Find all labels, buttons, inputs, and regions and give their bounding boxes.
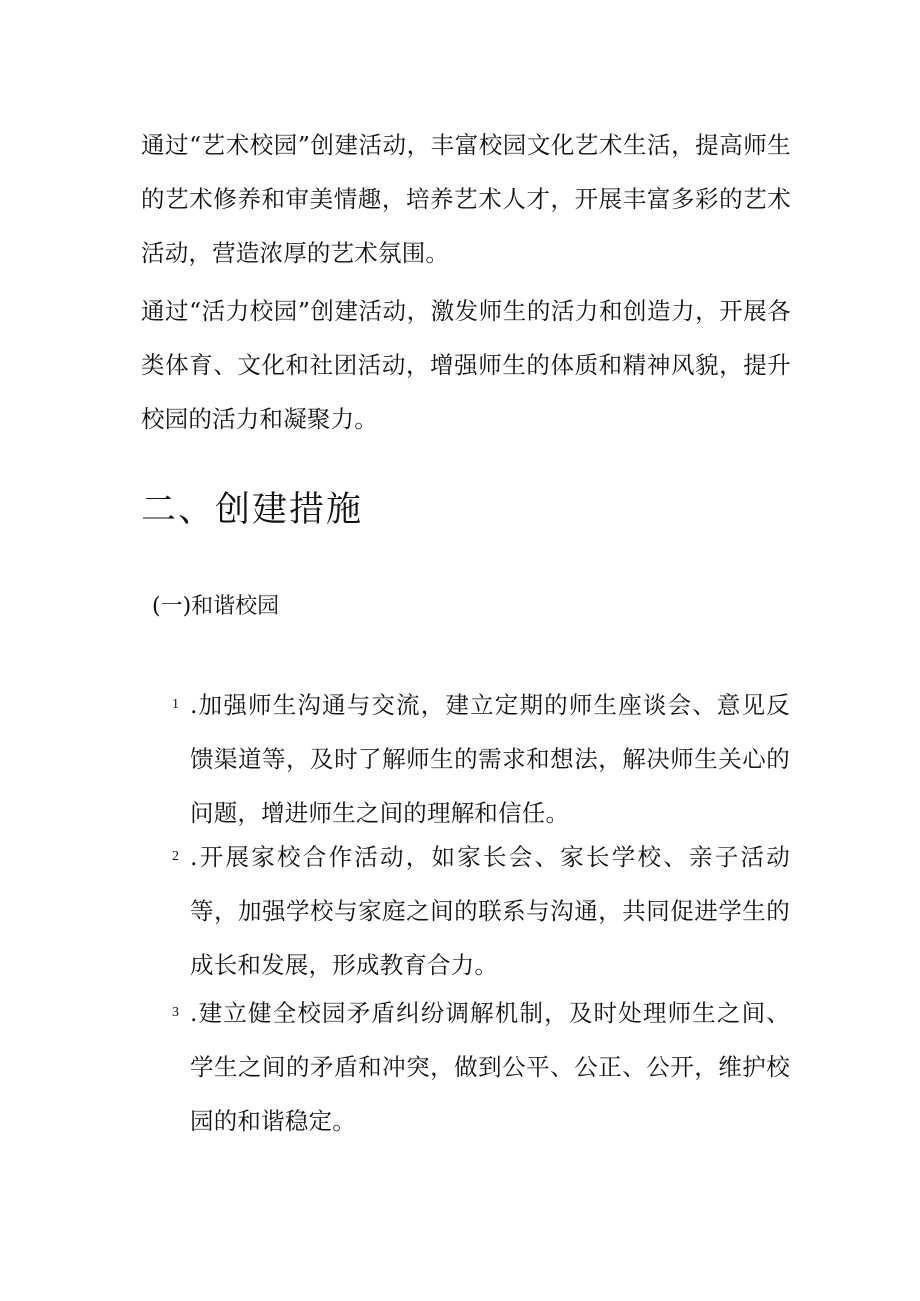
paragraph-art-campus: 通过“艺术校园”创建活动，丰富校园文化艺术生活，提高师生的艺术修养和审美情趣，培养艺术人才，开展丰富多彩的艺术活动，营造浓厚的艺术氛围。	[141, 131, 791, 267]
subsection-heading: (一)和谐校园	[152, 594, 280, 619]
list-item-text: .建立健全校园矛盾纠纷调解机制，及时处理师生之间、学生之间的矛盾和冲突，做到公平、公正、公开，维护校园的和谐稳定。	[190, 999, 790, 1135]
list-item-number: 1	[172, 697, 179, 712]
section-heading: 二、创建措施	[141, 490, 364, 530]
list-item-text: .开展家校合作活动，如家长会、家长学校、亲子活动等，加强学校与家庭之间的联系与沟通，共同促进学生的成长和发展，形成教育合力。	[190, 843, 790, 979]
paragraph-vitality-campus: 通过“活力校园”创建活动，激发师生的活力和创造力，开展各类体育、文化和社团活动，增强师生的体质和精神风貌，提升校园的活力和凝聚力。	[141, 297, 791, 433]
list-item-number: 3	[172, 1005, 179, 1020]
list-item-number: 2	[172, 849, 179, 864]
list-item-text: .加强师生沟通与交流，建立定期的师生座谈会、意见反馈渠道等，及时了解师生的需求和想法，解决师生关心的问题，增进师生之间的理解和信任。	[190, 691, 790, 827]
